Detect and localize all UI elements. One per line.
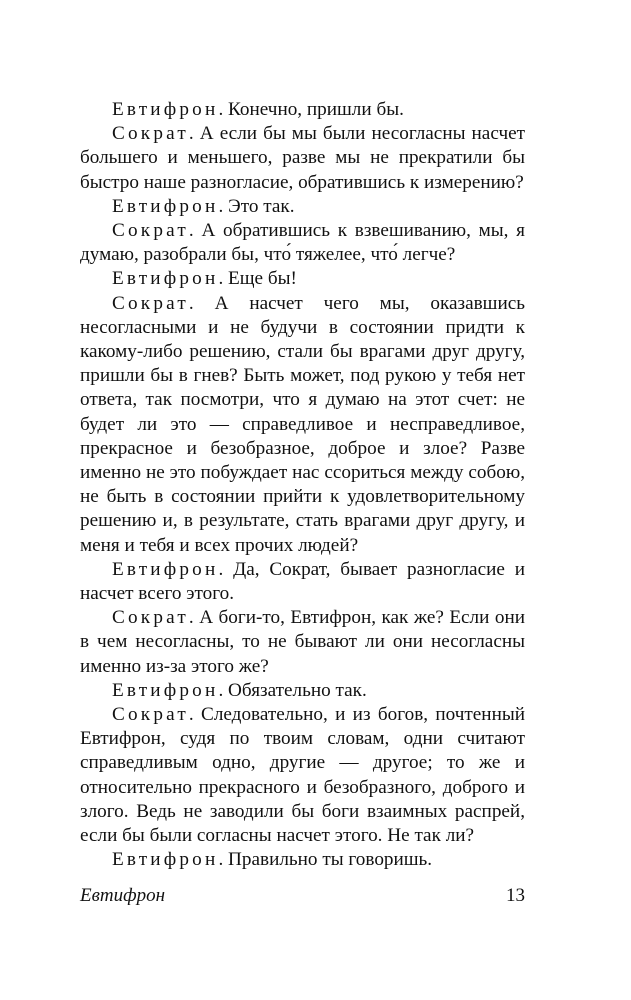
running-title: Евтифрон	[80, 885, 165, 906]
page-number: 13	[506, 885, 525, 906]
speaker-name: Евтифрон	[112, 558, 219, 580]
page-footer	[80, 885, 525, 913]
speaker-name: Евтифрон	[112, 99, 219, 120]
utterance: Обязательно так.	[228, 679, 367, 701]
dialogue-paragraph: Сократ. А насчет чего мы, оказавшись несогласными и не будучи в состоянии придти к какому-либо решению, стали бы врагами друг другу, пришли бы в гнев? Быть может, под рукою у тебя нет ответа, так посмотри, что я думаю на этот счет: не будет ли это — справедливое и несправедливое, прекрасное и безобразное, доброе и злое? Разве именно не это побуждает нас ссориться между собою, не быть в состоянии прийти к удовлетворительному решению и, в результате, стать врагами друг другу, и меня и тебя и всех прочих людей?	[80, 292, 525, 556]
dialogue-paragraph: Сократ. А если бы мы были несогласны насчет большего и меньшего, разве мы не прекратили бы быстро наше разногласие, обратившись к измерению?	[80, 123, 526, 193]
utterance: Конечно, пришли бы.	[228, 99, 404, 120]
utterance: Да, Сократ, бывает разногласие и насчет всего этого.	[80, 558, 525, 605]
dialogue-paragraph: Сократ. А боги-то, Евтифрон, как же? Если они в чем несогласны, то не бывают ли они несогласны именно из-за этого же?	[80, 607, 525, 677]
dialogue-paragraph: Евтифрон. Правильно ты говоришь.	[112, 849, 433, 871]
dialogue-paragraph: Евтифрон. Обязательно так.	[112, 679, 367, 701]
utterance: А если бы мы были несогласны насчет большего и меньшего, разве мы не прекратили бы быстро наше разногласие, обратившись к измерению?	[80, 123, 526, 193]
dialogue-paragraph: Евтифрон. Еще бы!	[112, 268, 297, 290]
utterance: Это так.	[228, 195, 295, 217]
dialogue-text	[80, 98, 525, 873]
speaker-name: Евтифрон	[112, 268, 219, 290]
dialogue-paragraph: Сократ. А обратившись к взвешиванию, мы, я думаю, разобрали бы, что́ тяжелее, что́ легче?	[80, 220, 525, 266]
dialogue-paragraph: Евтифрон. Да, Сократ, бывает разногласие и насчет всего этого.	[80, 558, 525, 605]
speaker-name: Сократ	[112, 607, 189, 629]
speaker-name: Сократ	[112, 123, 189, 145]
utterance: Еще бы!	[228, 268, 297, 290]
dialogue-paragraph: Евтифрон. Это так.	[112, 195, 295, 217]
dialogue-paragraph: Сократ. Следовательно, и из богов, почтенный Евтифрон, судя по твоим словам, одни считают справедливым одно, другие — другое; то же и относительно прекрасного и безобразного, доброго и злого. Ведь не заводили бы боги взаимных распрей, если бы были согласны насчет этого. Не так ли?	[80, 704, 525, 847]
speaker-name: Сократ	[112, 220, 189, 242]
utterance: А обратившись к взвешиванию, мы, я думаю, разобрали бы, что́ тяжелее, что́ легче?	[80, 220, 525, 266]
speaker-name: Евтифрон	[112, 195, 219, 217]
utterance: А насчет чего мы, оказавшись несогласными и не будучи в состоянии придти к какому-либо решению, стали бы врагами друг другу, пришли бы в гнев? Быть может, под рукою у тебя нет ответа, так посмотри, что я думаю на этот счет: не будет ли это — справедливое и несправедливое, прекрасное и безобразное, доброе и злое? Разве именно не это побуждает нас ссориться между собою, не быть в состоянии прийти к удовлетворительному решению и, в результате, стать врагами друг другу, и меня и тебя и всех прочих людей?	[80, 292, 525, 556]
dialogue-paragraph: Евтифрон. Конечно, пришли бы.	[112, 99, 404, 120]
speaker-name: Сократ	[112, 292, 189, 314]
speaker-name: Евтифрон	[112, 849, 219, 871]
utterance: Правильно ты говоришь.	[228, 849, 433, 871]
speaker-name: Сократ	[112, 704, 189, 726]
utterance: А боги-то, Евтифрон, как же? Если они в чем несогласны, то не бывают ли они несогласны именно из-за этого же?	[80, 607, 525, 677]
utterance: Следовательно, и из богов, почтенный Евтифрон, судя по твоим словам, одни считают справедливым одно, другие — другое; то же и относительно прекрасного и безобразного, доброго и злого. Ведь не заводили бы боги взаимных распрей, если бы были согласны насчет этого. Не так ли?	[80, 704, 525, 847]
speaker-name: Евтифрон	[112, 679, 219, 701]
